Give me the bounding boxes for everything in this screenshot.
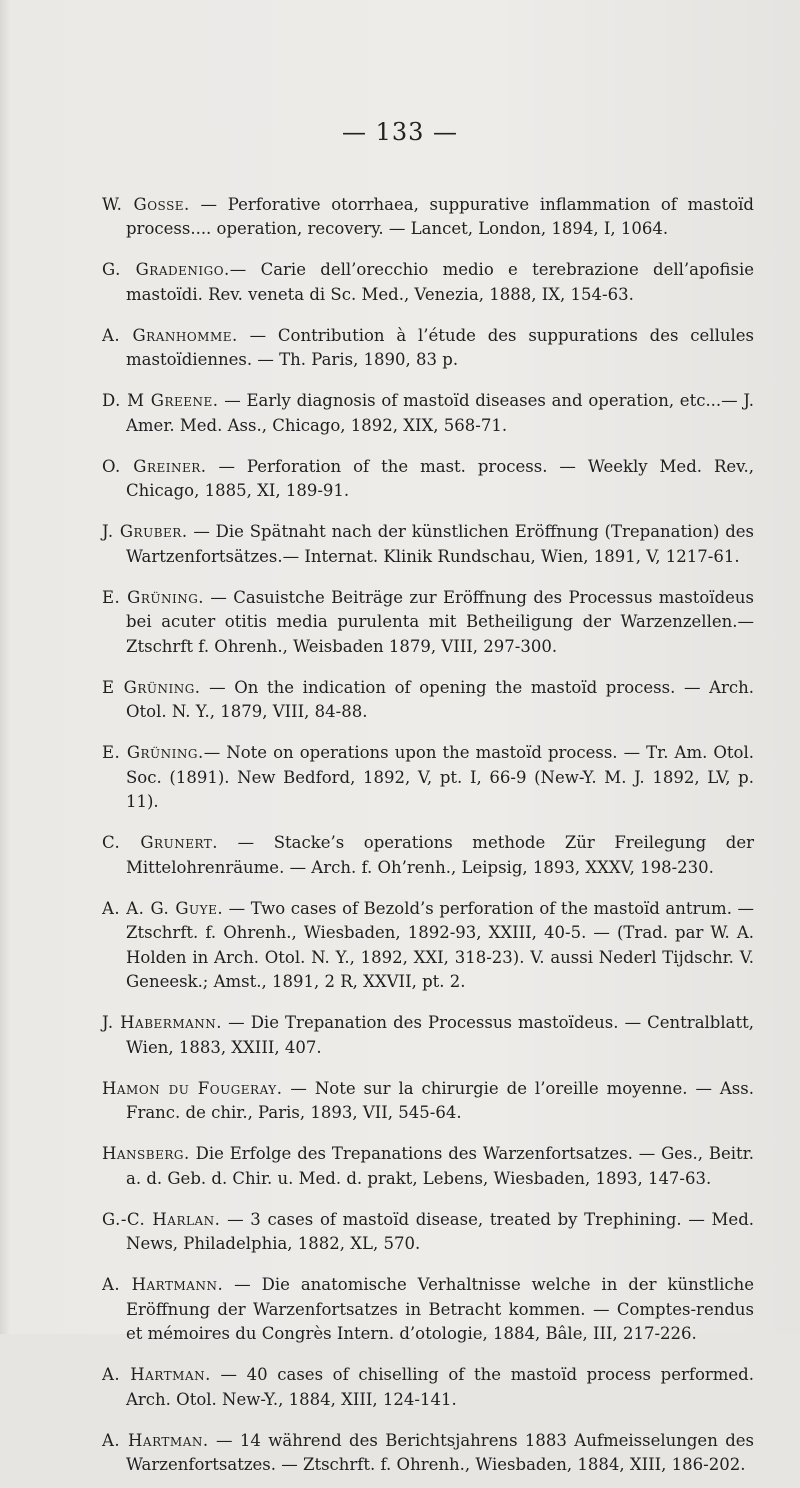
entry-author: E. Grüning. [102, 743, 204, 762]
entry-text: — 3 cases of mastoïd disease, treated by Trephining. — Med. News, Philadelphia, 1882, XL, 570. [126, 1209, 754, 1253]
entry-text: — 40 cases of chiselling of the mastoïd process performed. Arch. Otol. New-Y., 1884, XIII, 124-141. [126, 1365, 754, 1409]
entry-text: — Note sur la chirurgie de l’oreille moyenne. — Ass. Franc. de chir., Paris, 1893, VII, 545-64. [126, 1078, 754, 1122]
entry-author: E Grüning. [102, 677, 201, 697]
bibliography-entry [102, 1142, 754, 1191]
entry-text: — Casuistche Beiträge zur Eröffnung des Processus mastoïdeus bei acuter otitis media purulenta mit Betheiligung der Warzenzellen.— Ztschrft f. Ohrenh., Weisbaden 1879, VIII, 297-300. [126, 587, 754, 656]
bibliography-entry [102, 741, 754, 815]
bibliography-entry [102, 1429, 754, 1478]
bibliography-entry [102, 324, 754, 373]
bibliography-entry [102, 831, 754, 880]
bibliography-entry [102, 1011, 754, 1060]
bibliography-entry [102, 520, 754, 569]
entry-author: W. Gosse. [102, 194, 190, 214]
entry-author: A. Hartman. [102, 1365, 211, 1384]
bibliography-entry [102, 897, 754, 995]
entry-author: G.-C. Harlan. [102, 1209, 221, 1229]
entry-author: D. M Greene. [102, 391, 219, 410]
entry-text: — On the indication of opening the mastoïd process. — Arch. Otol. N. Y., 1879, VIII, 84-88. [126, 677, 754, 721]
entry-author: O. Greiner. [102, 456, 207, 476]
entry-text: — Carie dell’orecchio medio e terebrazione dell’apofisie mastoïdi. Rev. veneta di Sc. Med., Venezia, 1888, IX, 154-63. [126, 260, 754, 304]
entry-text: — Stacke’s operations methode Zür Freilegung der Mittelohrenräume. — Arch. f. Oh’renh., Leipsig, 1893, XXXV, 198-230. [126, 833, 754, 877]
entry-author: J. Habermann. [102, 1013, 223, 1032]
entry-author: A. Hartman. [102, 1430, 209, 1450]
bibliography-entry [102, 1077, 754, 1126]
bibliography-entry [102, 455, 754, 504]
bibliography-entry [102, 258, 754, 307]
entry-text: — Two cases of Bezold’s perforation of the mastoïd antrum. — Ztschrft. f. Ohrenh., Wiesbaden, 1892-93, XXIII, 40-5. — (Trad. par W. A. Holden in Arch. Otol. N. Y., 1892, XXI, 318-23). V. aussi Nederl Tijdschr. V. Geneesk.; Amst., 1891, 2 R, XXVII, pt. 2. [126, 898, 754, 991]
bibliography-entry [102, 586, 754, 660]
entry-text: — Die anatomische Verhaltnisse welche in der künstliche Eröffnung der Warzenfortsatzes in Betracht kommen. — Comptes-rendus et mémoires du Congrès Intern. d’otologie, 1884, Bâle, III, 217-226. [126, 1275, 754, 1343]
entry-text: — 14 während des Berichtsjahrens 1883 Aufmeisselungen des Warzenfortsatzes. — Ztschrft. f. Ohrenh., Wiesbaden, 1884, XIII, 186-202. [126, 1430, 754, 1474]
entry-author: E. Grüning. [102, 587, 205, 607]
bibliography-entry [102, 389, 754, 438]
bibliography-entry [102, 676, 754, 725]
bibliography-entry [102, 1208, 754, 1257]
entry-text: — Contribution à l’étude des suppurations des cellules mastoïdiennes. — Th. Paris, 1890, 83 p. [126, 325, 754, 369]
entry-text: — Perforation of the mast. process. — Weekly Med. Rev., Chicago, 1885, XI, 189-91. [126, 456, 754, 500]
entry-text: — Die Trepanation des Processus mastoïdeus. — Centralblatt, Wien, 1883, XXIII, 407. [126, 1013, 754, 1057]
entry-author: A. A. G. Guye. [102, 898, 224, 918]
entry-author: C. Grunert. [102, 833, 219, 852]
entry-author: Hamon du Fougeray. [102, 1078, 283, 1098]
bibliography-entry [102, 193, 754, 242]
entry-author: G. Gradenigo. [102, 260, 230, 279]
entry-author: A. Hartmann. [102, 1275, 224, 1294]
entry-author: A. Granhomme. [102, 325, 238, 345]
entry-text: — Die Spätnaht nach der künstlichen Eröffnung (Trepanation) des Wartzenfortsätzes.— Internat. Klinik Rundschau, Wien, 1891, V, 1217-61. [126, 522, 754, 566]
entry-text: Die Erfolge des Trepanations des Warzenfortsatzes. — Ges., Beitr. a. d. Geb. d. Chir. u. Med. d. prakt, Lebens, Wiesbaden, 1893, 147-63. [126, 1144, 754, 1188]
entry-text: — Perforative otorrhaea, suppurative inflammation of mastoïd process.... operation, recovery. — Lancet, London, 1894, I, 1064. [126, 194, 754, 238]
entry-author: J. Gruber. [102, 522, 188, 541]
entry-text: — Note on operations upon the mastoïd process. — Tr. Am. Otol. Soc. (1891). New Bedford, 1892, V, pt. I, 66-9 (New-Y. M. J. 1892, LV, p. 11). [126, 743, 754, 811]
bibliography-entry [102, 1273, 754, 1347]
page-number: — 133 — [341, 118, 459, 146]
entry-author: Hansberg. [102, 1144, 190, 1163]
bibliography-list [102, 176, 754, 1488]
bibliography-entry [102, 1363, 754, 1412]
entry-text: — Early diagnosis of mastoïd diseases and operation, etc...— J. Amer. Med. Ass., Chicago, 1892, XIX, 568-71. [126, 391, 754, 435]
